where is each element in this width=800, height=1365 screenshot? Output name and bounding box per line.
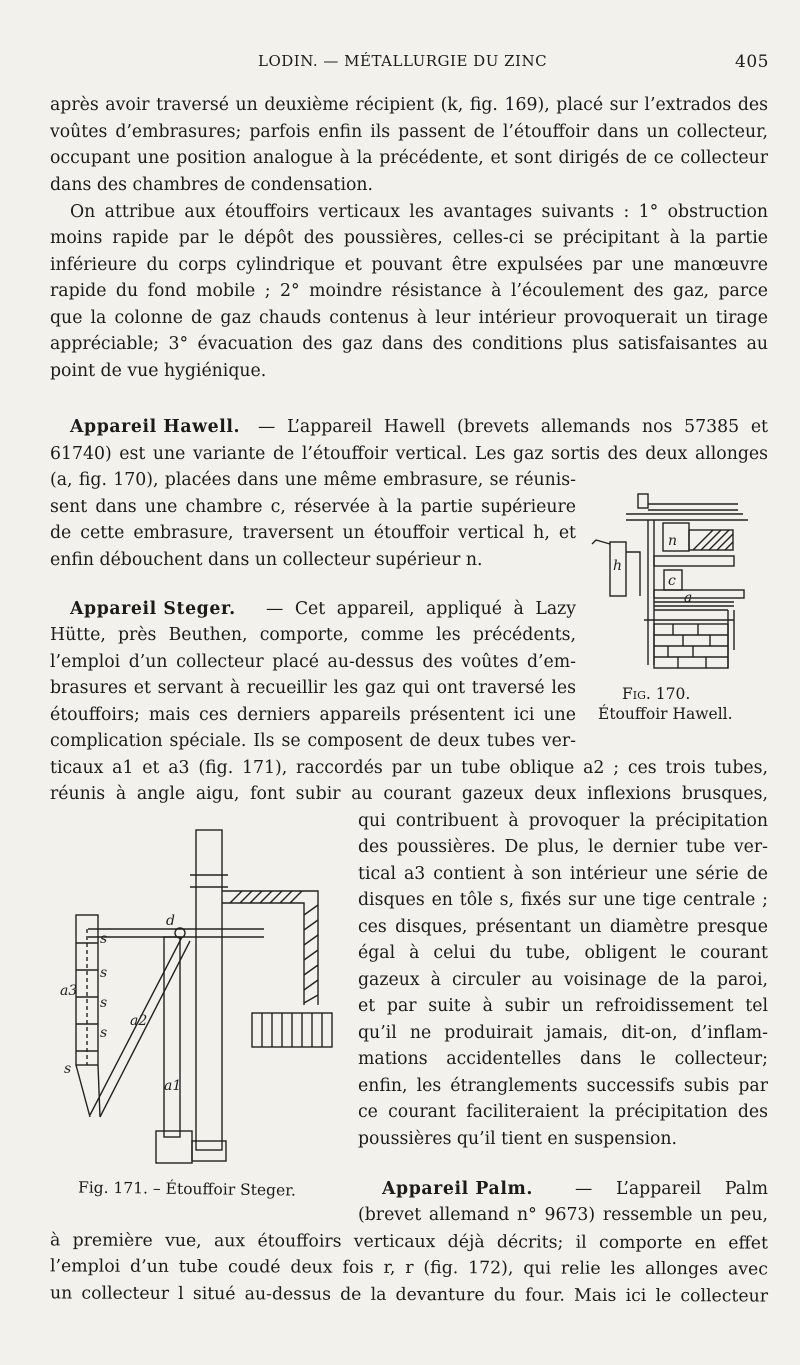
text-line: égal à celui du tube, obligent le courant <box>358 943 768 963</box>
text-line: des poussières. De plus, le dernier tube ver- <box>358 837 768 857</box>
fig171-label-s: s <box>100 931 108 947</box>
fig170-caption-title: Étouffoir Hawell. <box>598 705 733 723</box>
section-heading-steger: Appareil Steger. <box>70 599 236 619</box>
figure-171-drawing <box>60 825 340 1175</box>
text-line: un collecteur l situé au-dessus de la devanture du four. Mais ici le collecteur <box>49 1283 769 1307</box>
fig171-label-s: s <box>100 1025 108 1041</box>
page-number: 405 <box>735 52 769 72</box>
text-line: gazeux à circuler au voisinage de la paroi, <box>358 970 768 990</box>
text-line: qui contribuent à provoquer la précipitation <box>358 811 768 831</box>
text-line: sent dans une chambre c, réservée à la partie supérieure <box>50 497 576 517</box>
text-line: de cette embrasure, traversent un étouffoir vertical h, et <box>50 523 576 543</box>
text-line: poussières qu’il tient en suspension. <box>358 1129 677 1149</box>
fig171-label-a2: a2 <box>130 1013 148 1029</box>
figure-171 <box>60 825 340 1175</box>
text-line: enfin débouchent dans un collecteur supérieur n. <box>50 550 483 570</box>
text-line: inférieure du corps cylindrique et pouvant être expulsées par une manœuvre <box>50 255 768 275</box>
text-line: (brevet allemand n° 9673) ressemble un peu, <box>358 1205 768 1225</box>
fig171-label-s: s <box>64 1061 72 1077</box>
text-line: enfin, les étranglements successifs subis par <box>358 1076 768 1096</box>
figure-170-drawing <box>588 490 756 680</box>
text-line: — L’appareil Palm <box>575 1179 768 1199</box>
fig171-label-d: d <box>166 913 175 929</box>
text-line: à première vue, aux étouffoirs verticaux déjà décrits; il comporte en effet <box>49 1230 769 1254</box>
fig170-caption-number: Fig. 170. <box>622 685 691 703</box>
text-line: l’emploi d’un collecteur placé au-dessus des voûtes d’em- <box>50 652 576 672</box>
fig170-label-c: c <box>668 573 676 589</box>
text-line: réunis à angle aigu, font subir au courant gazeux deux inflexions brusques, <box>50 784 768 804</box>
text-line: tical a3 contient à son intérieur une série de <box>358 864 768 884</box>
fig170-label-n: n <box>668 533 678 549</box>
text-line: (a, fig. 170), placées dans une même embrasure, se réunis- <box>50 470 576 490</box>
text-line: ces disques, présentant un diamètre presque <box>358 917 768 937</box>
fig170-label-h: h <box>613 558 623 574</box>
text-line: ticaux a1 et a3 (fig. 171), raccordés par un tube oblique a2 ; ces trois tubes, <box>50 758 768 778</box>
text-line: — Cet appareil, appliqué à Lazy <box>266 599 576 619</box>
fig171-label-s: s <box>100 995 108 1011</box>
fig171-caption: Fig. 171. – Étouffoir Steger. <box>77 1178 296 1200</box>
page-header <box>0 52 800 76</box>
text-line: qu’il ne produirait jamais, dit-on, d’inflam- <box>358 1023 768 1043</box>
text-line: brasures et servant à recueillir les gaz qui ont traversé les <box>50 678 576 698</box>
running-title: LODIN. — MÉTALLURGIE DU ZINC <box>258 52 548 70</box>
text-line: Hütte, près Beuthen, comporte, comme les précédents, <box>50 625 576 645</box>
fig171-label-s: s <box>100 965 108 981</box>
text-line: — L’appareil Hawell (brevets allemands nos 57385 et <box>258 417 768 437</box>
fig171-label-a3: a3 <box>60 983 78 999</box>
section-heading-hawell: Appareil Hawell. <box>70 417 241 437</box>
text-line: après avoir traversé un deuxième récipient (k, fig. 169), placé sur l’extrados des <box>50 95 768 115</box>
text-line: rapide du fond mobile ; 2° moindre résistance à l’écoulement des gaz, parce <box>50 281 768 301</box>
text-line: mations accidentelles dans le collecteur; <box>358 1049 768 1069</box>
text-line: dans des chambres de condensation. <box>50 175 374 195</box>
fig171-label-a1: a1 <box>164 1078 182 1094</box>
text-line: disques en tôle s, fixés sur une tige centrale ; <box>358 890 768 910</box>
text-line: point de vue hygiénique. <box>50 361 267 381</box>
text-line: moins rapide par le dépôt des poussières, celles-ci se précipitant à la partie <box>50 228 768 248</box>
text-line: 61740) est une variante de l’étouffoir vertical. Les gaz sortis des deux allonges <box>50 444 768 464</box>
text-line: occupant une position analogue à la précédente, et sont dirigés de ce collecteur <box>50 148 768 168</box>
text-line: l’emploi d’un tube coudé deux fois r, r (fig. 172), qui relie les allonges avec <box>49 1256 769 1280</box>
text-line: On attribue aux étouffoirs verticaux les avantages suivants : 1° obstruction <box>70 202 768 222</box>
text-line: et par suite à subir un refroidissement tel <box>358 996 768 1016</box>
text-line: appréciable; 3° évacuation des gaz dans des conditions plus satisfaisantes au <box>50 334 768 354</box>
text-line: complication spéciale. Ils se composent de deux tubes ver- <box>50 731 576 751</box>
text-line: que la colonne de gaz chauds contenus à leur intérieur provoquerait un tirage <box>50 308 768 328</box>
section-heading-palm: Appareil Palm. <box>382 1179 534 1199</box>
figure-170 <box>588 490 756 680</box>
text-line: voûtes d’embrasures; parfois enfin ils passent de l’étouffoir dans un collecteur, <box>50 122 768 142</box>
text-line: ce courant faciliteraient la précipitation des <box>358 1102 768 1122</box>
fig170-label-a: a <box>684 590 693 606</box>
text-line: étouffoirs; mais ces derniers appareils présentent ici une <box>50 705 576 725</box>
